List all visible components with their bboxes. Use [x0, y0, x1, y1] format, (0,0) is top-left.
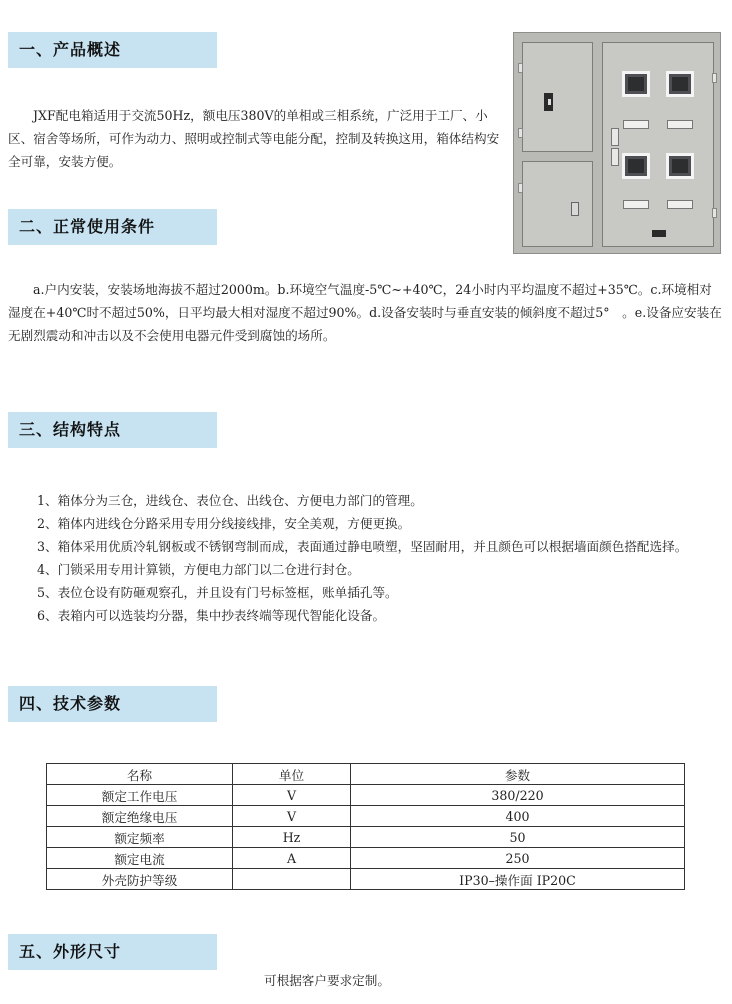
- section-1-body: [8, 104, 504, 173]
- table-cell: V: [233, 806, 351, 827]
- list-item: 2、箱体内进线仓分路采用专用分线接线排，安全美观，方便更换。: [37, 516, 411, 531]
- distribution-box-image: [513, 32, 721, 254]
- section-1-heading: 一、产品概述: [8, 32, 217, 68]
- table-cell: 250: [351, 848, 685, 869]
- table-cell: Hz: [233, 827, 351, 848]
- technical-parameters-table: [46, 763, 685, 890]
- table-cell: 额定频率: [47, 827, 233, 848]
- table-cell: [233, 869, 351, 890]
- table-row: [47, 806, 685, 827]
- observation-window: [622, 153, 650, 179]
- list-item: 5、表位仓设有防砸观察孔，并且设有门号标签框，账单插孔等。: [37, 585, 398, 600]
- section-2-heading: 二、正常使用条件: [8, 209, 217, 245]
- table-cell: 额定工作电压: [47, 785, 233, 806]
- table-row: [47, 848, 685, 869]
- table-cell: IP30–操作面 IP20C: [351, 869, 685, 890]
- table-cell: 400: [351, 806, 685, 827]
- label-frame: [667, 120, 693, 129]
- section-3-heading: 三、结构特点: [8, 412, 217, 448]
- table-row: [47, 869, 685, 890]
- section-3-list: [8, 489, 724, 627]
- list-item: 4、门锁采用专用计算锁，方便电力部门以二仓进行封仓。: [37, 562, 360, 577]
- table-cell: 额定绝缘电压: [47, 806, 233, 827]
- label-frame: [667, 200, 693, 209]
- outgoing-compartment-door: [522, 161, 593, 247]
- list-item: 3、箱体采用优质冷轧钢板或不锈钢弯制而成，表面通过静电喷塑，坚固耐用，并且颜色可以根据墙面颜色搭配选择。: [37, 539, 688, 554]
- table-cell: 额定电流: [47, 848, 233, 869]
- label-frame: [623, 120, 649, 129]
- section-1-text: JXF配电箱适用于交流50Hz，额电压380V的单相或三相系统，广泛用于工厂、小区、宿舍等场所，可作为动力、照明或控制式等电能分配，控制及转换这用，箱体结构安全可靠，安装方便。: [8, 108, 500, 169]
- section-4-heading: 四、技术参数: [8, 686, 217, 722]
- list-item: 6、表箱内可以选装均分器，集中抄表终端等现代智能化设备。: [37, 608, 386, 623]
- table-row: [47, 785, 685, 806]
- label-frame: [623, 200, 649, 209]
- incoming-compartment-door: [522, 42, 593, 152]
- list-item: 1、箱体分为三仓，进线仓、表位仓、出线仓、方便电力部门的管理。: [37, 493, 423, 508]
- table-row: [47, 827, 685, 848]
- section-5-heading: 五、外形尺寸: [8, 934, 217, 970]
- table-cell: A: [233, 848, 351, 869]
- section-2-body: [8, 278, 724, 347]
- observation-window: [666, 153, 694, 179]
- handle-icon: [652, 230, 666, 237]
- key-lock-icon: [571, 202, 579, 216]
- table-cell: 380/220: [351, 785, 685, 806]
- table-header: 名称: [47, 764, 233, 785]
- table-header: 参数: [351, 764, 685, 785]
- section-2-text: a.户内安装，安装场地海拔不超过2000m。b.环境空气温度-5℃~+40℃，24小时内平均温度不超过+35℃。c.环境相对湿度在+40℃时不超过50%，日平均最大相对湿度不超过90%。d.设备安装时与垂直安装的倾斜度不超过5° 。e.设备应安装在无剧烈震动和冲击以及不会使用电器元件受到腐蚀的场所。: [8, 282, 722, 343]
- observation-window: [666, 71, 694, 97]
- table-cell: 50: [351, 827, 685, 848]
- table-header-row: [47, 764, 685, 785]
- table-cell: 外壳防护等级: [47, 869, 233, 890]
- table-header: 单位: [233, 764, 351, 785]
- table-cell: V: [233, 785, 351, 806]
- observation-window: [622, 71, 650, 97]
- section-5-text: 可根据客户要求定制。: [264, 973, 390, 988]
